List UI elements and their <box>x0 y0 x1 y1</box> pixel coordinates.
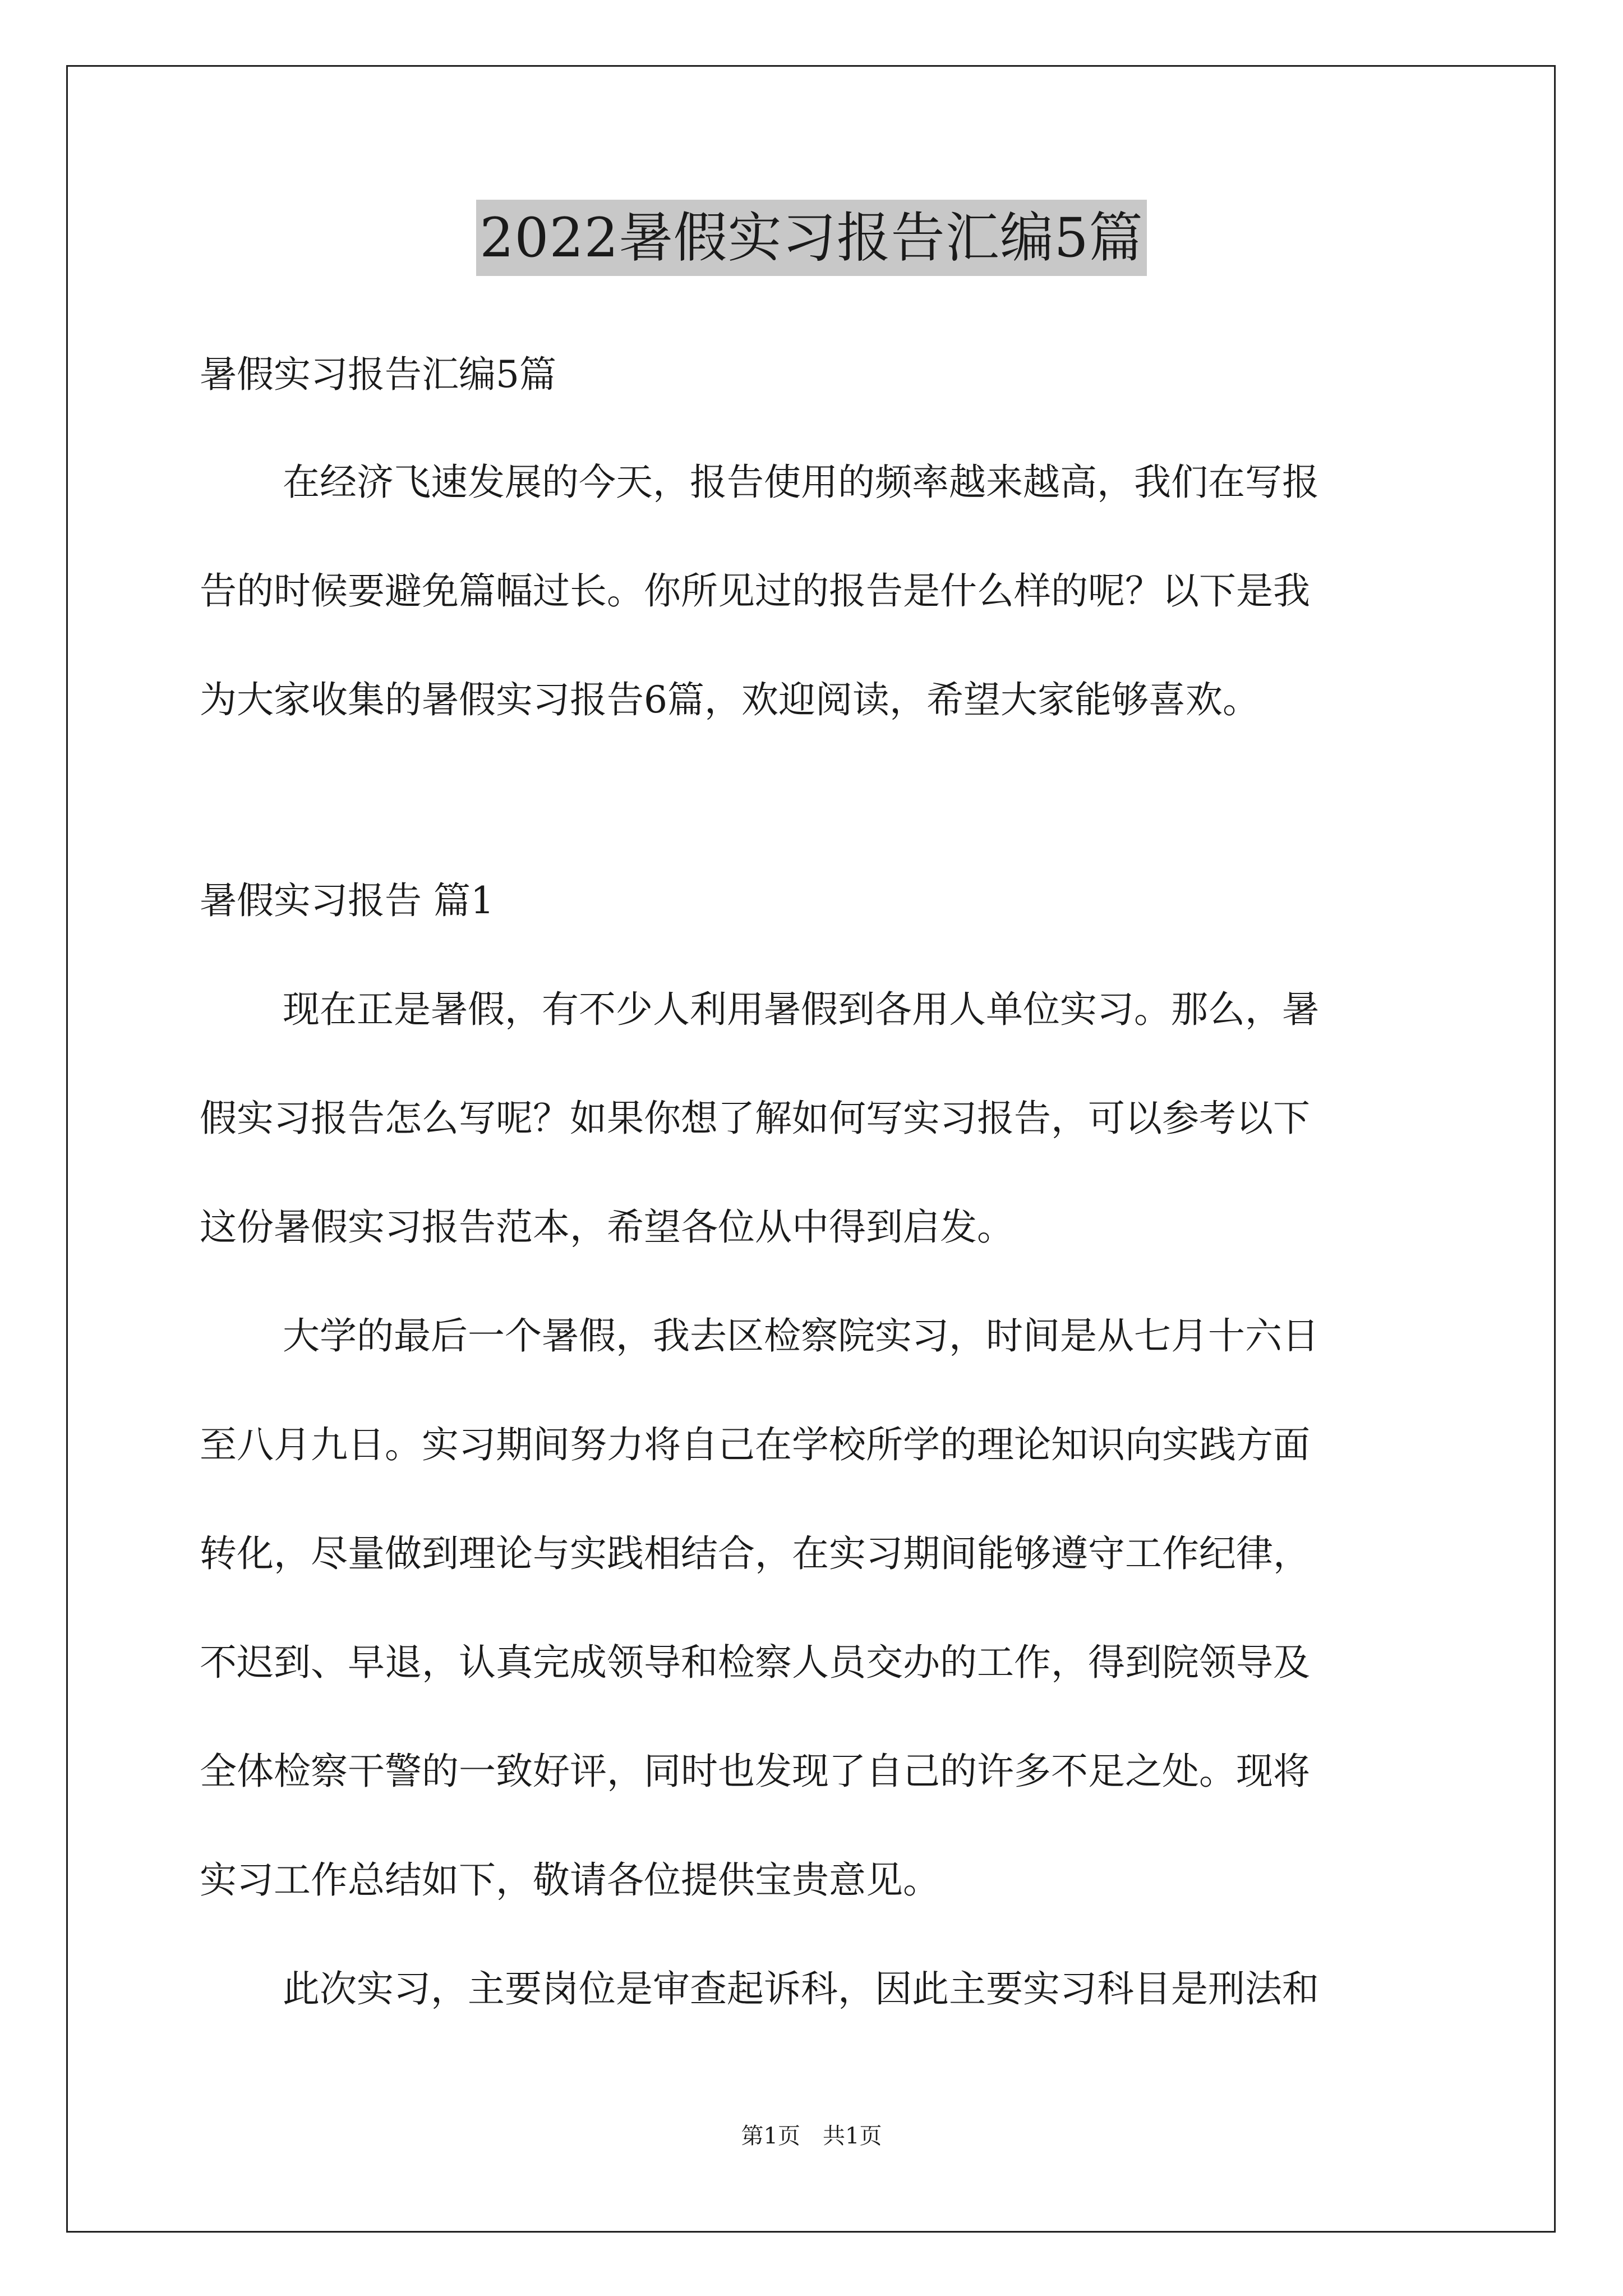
intro-line: 告的时候要避免篇幅过长。你所见过的报告是什么样的呢？以下是我 <box>200 569 1310 613</box>
paragraph-line: 假实习报告怎么写呢？如果你想了解如何写实习报告，可以参考以下 <box>200 1097 1310 1140</box>
section-heading: 暑假实习报告 篇1 <box>200 879 494 922</box>
paragraph-line: 现在正是暑假，有不少人利用暑假到各用人单位实习。那么，暑 <box>283 988 1319 1031</box>
title-container <box>0 200 1623 276</box>
paragraph-line: 全体检察干警的一致好评，同时也发现了自己的许多不足之处。现将 <box>200 1750 1310 1793</box>
section-spacer <box>200 727 1433 874</box>
paragraph-line: 大学的最后一个暑假，我去区检察院实习，时间是从七月十六日 <box>283 1314 1319 1358</box>
paragraph-line: 这份暑假实习报告范本，希望各位从中得到启发。 <box>200 1205 1014 1249</box>
paragraph-line: 至八月九日。实习期间努力将自己在学校所学的理论知识向实践方面 <box>200 1423 1310 1466</box>
document-title: 2022暑假实习报告汇编5篇 <box>476 200 1146 276</box>
paragraph-3 <box>200 1962 1433 2016</box>
paragraph-line: 不迟到、早退，认真完成领导和检察人员交办的工作，得到院领导及 <box>200 1641 1310 1684</box>
paragraph-line: 此次实习，主要岗位是审查起诉科，因此主要实习科目是刑法和 <box>283 1967 1319 2010</box>
intro-paragraph <box>200 455 1433 727</box>
intro-line: 为大家收集的暑假实习报告6篇，欢迎阅读，希望大家能够喜欢。 <box>200 678 1260 721</box>
paragraph-line: 转化，尽量做到理论与实践相结合，在实习期间能够遵守工作纪律， <box>200 1532 1310 1575</box>
page-footer: 第1页 共1页 <box>741 2123 882 2149</box>
paragraph-line: 实习工作总结如下，敬请各位提供宝贵意见。 <box>200 1858 940 1902</box>
intro-line: 在经济飞速发展的今天，报告使用的频率越来越高，我们在写报 <box>283 461 1319 504</box>
paragraph-2 <box>200 1309 1433 1907</box>
document-body <box>200 348 1433 2016</box>
document-subtitle: 暑假实习报告汇编5篇 <box>200 353 556 396</box>
paragraph-1 <box>200 983 1433 1254</box>
